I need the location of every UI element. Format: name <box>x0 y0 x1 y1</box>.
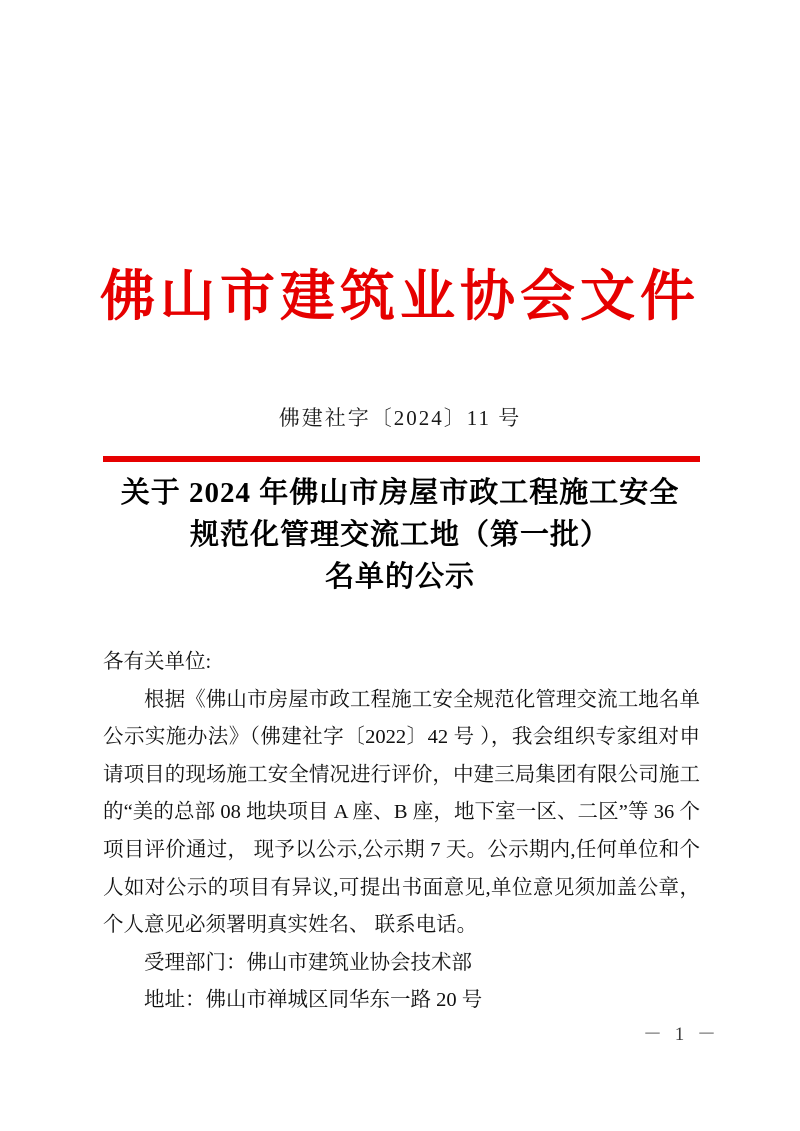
document-title <box>0 472 800 598</box>
document-number: 佛建社字〔2024〕11 号 <box>278 406 522 430</box>
page-number: － 1 － <box>642 1024 720 1045</box>
address-line: 地址：佛山市禅城区同华东一路 20 号 <box>144 989 483 1012</box>
main-paragraph: 根据《佛山市房屋市政工程施工安全规范化管理交流工地名单公示实施办法》（佛建社字〔2022〕42 号 ），我会组织专家组对申请项目的现场施工安全情况进行评价，中建三局集团有限公司施工的“美的总部 08 地块项目 A 座、B 座，地下室一区、二区”等 36 个项目评价通过， 现予以公示,公示期 7 天。公示期内,任何单位和个人如对公示的项目有异议,可提出书面意见,单位意见须加盖公章， 个人意见必须署明真实姓名、 联系电话。 <box>103 688 700 937</box>
salutation: 各有关单位: <box>103 651 212 673</box>
document-title-line-1: 关于 2024 年佛山市房屋市政工程施工安全 <box>120 477 680 509</box>
document-title-line-2: 规范化管理交流工地（第一批） <box>189 519 610 551</box>
letterhead-title: 佛山市建筑业协会文件 <box>99 266 700 327</box>
document-title-line-3: 名单的公示 <box>324 561 475 593</box>
red-separator-line <box>103 456 700 462</box>
accepting-department-line: 受理部门：佛山市建筑业协会技术部 <box>144 951 472 974</box>
document-body <box>103 644 700 1020</box>
